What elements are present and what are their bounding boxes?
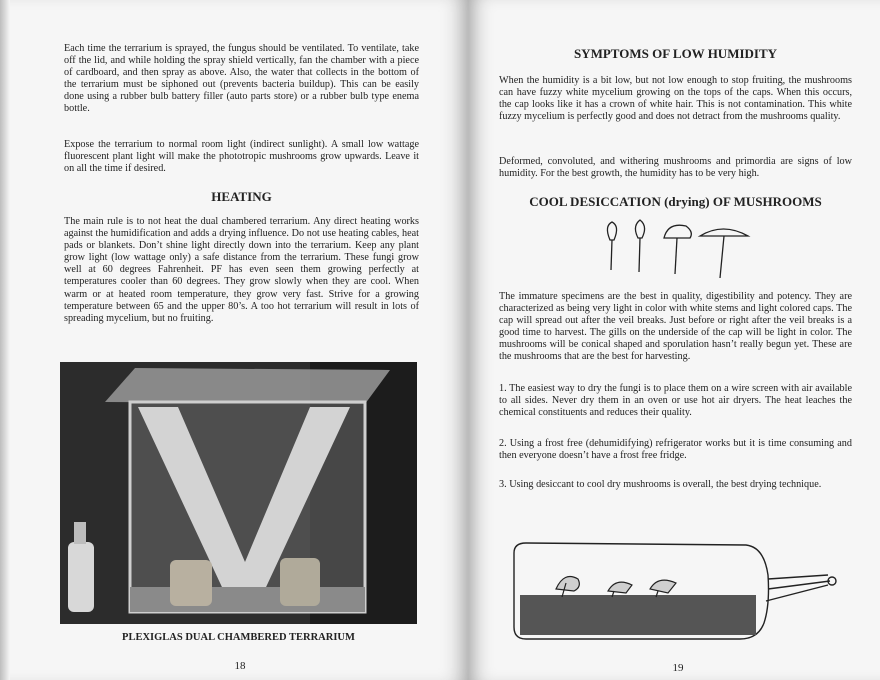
photo-caption: PLEXIGLAS DUAL CHAMBERED TERRARIUM: [122, 632, 355, 643]
page-number-left: 18: [234, 660, 246, 672]
humidity-paragraph-1: When the humidity is a bit low, but not low enough to stop fruiting, the mushrooms can have fuzzy white mycelium growing on the tops of the caps. When this occurs, the cap looks like it has a crown of white hair. This is not contamination. This white fuzzy mycelium is perfectly good and does not detract from the mushrooms quality.: [499, 75, 852, 123]
terrarium-photo: [60, 362, 417, 624]
humidity-paragraph-2: Deformed, convoluted, and withering mushrooms and primordia are signs of low humidity. For the best growth, the humidity has to be very high.: [499, 156, 852, 180]
drying-method-2: 2. Using a frost free (dehumidifying) refrigerator works but it is time consuming and then everyone doesn’t have a frost free fridge.: [499, 438, 852, 462]
mushroom-growth-stages-icon: [598, 218, 758, 280]
light-paragraph: Expose the terrarium to normal room light (indirect sunlight). A small low wattage fluorescent plant light will make the phototropic mushrooms grow upwards. Leave it on all the time if desired.: [64, 139, 419, 175]
page-number-right: 19: [672, 662, 684, 674]
ventilation-paragraph: Each time the terrarium is sprayed, the fungus should be ventilated. To ventilate, take off the lid, and while holding the spray shield vertically, fan the chamber with a piece of cardboard, and then spray as above. Also, the water that collects in the bottom of the terrarium must be siphoned out (prevents bacteria buildup). This can be easily done using a rubber bulb battery filler (auto parts store) or a rubber bulb type enema bottle.: [64, 43, 419, 115]
page-edge-shadow: [0, 0, 10, 680]
heating-paragraph: The main rule is to not heat the dual chambered terrarium. Any direct heating works against the humidification and adds a drying influence. Do not use heating cables, heat pads or blankets. Don’t shine light directly down into the terrarium. Keep any plant grow light (low wattage only) a safe distance from the terrarium. These fungi grow well at 60 degrees Fahrenheit. PF has even seen them growing perfectly at temperatures cooler than 60 degrees. They grow slowly when they are cool. When warm or at heated room temperature, they grow very fast. Strive for a growing temperature between 65 and the upper 80’s. A too hot terrarium will result in lots of spreading mycelium, but no fruiting.: [64, 216, 419, 324]
desiccant-jar-drawing: [508, 535, 848, 647]
right-page: [468, 0, 880, 680]
terrarium-illustration: [60, 362, 417, 624]
low-humidity-heading: SYMPTOMS OF LOW HUMIDITY: [573, 46, 778, 61]
maturity-paragraph: The immature specimens are the best in quality, digestibility and potency. They are characterized as being very light in color with white stems and light colored caps. The cap will spread out after the veil breaks. Just before or right after the veil breaks is a good time to harvest. The gills on the underside of the cap will be light in color. The mushrooms will be conical shaped and sporulation hasn’t really begun yet. These are the mushrooms that are the best for harvesting.: [499, 291, 852, 363]
drying-method-3: 3. Using desiccant to cool dry mushrooms is overall, the best drying technique.: [499, 479, 822, 490]
drying-method-1: 1. The easiest way to dry the fungi is to place them on a wire screen with air available to all sides. Never dry them in an oven or use hot air dryers. The heat leaches the chemical constituents and reduces their quality.: [499, 383, 852, 419]
heating-heading: HEATING: [211, 189, 272, 204]
desiccation-heading: COOL DESICCATION (drying) OF MUSHROOMS: [529, 194, 822, 209]
